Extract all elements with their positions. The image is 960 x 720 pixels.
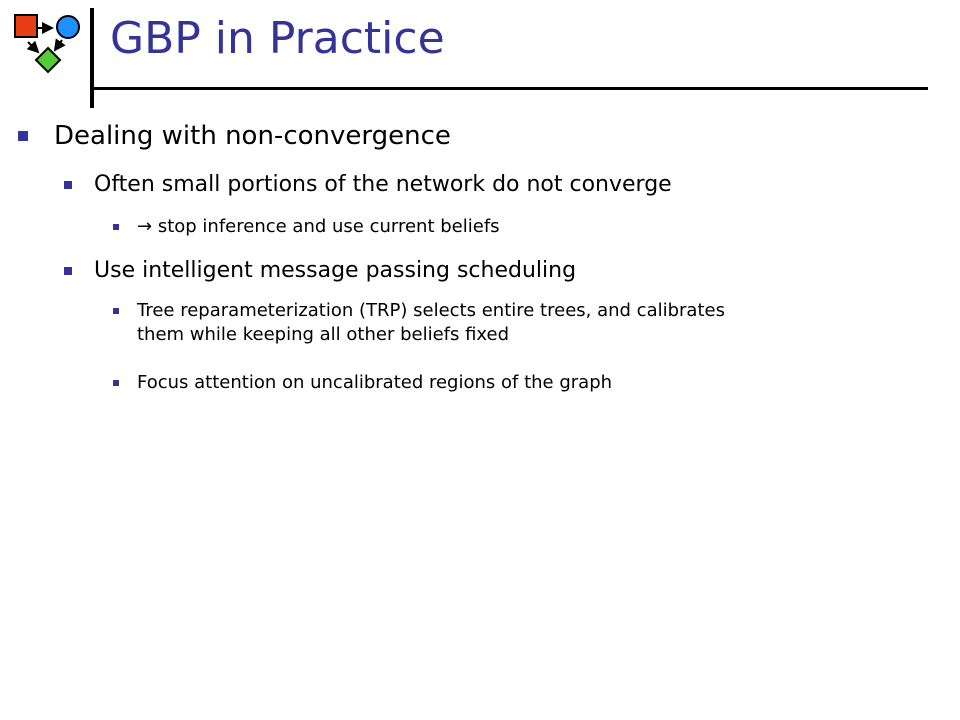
square-bullet-icon	[113, 308, 119, 314]
bullet-text: stop inference and use current beliefs	[157, 216, 500, 237]
bullet-text-line-2: them while keeping all other beliefs fixed	[137, 324, 510, 345]
square-bullet-icon	[113, 380, 119, 386]
bullet-tree-reparameterization	[137, 299, 725, 347]
bullet-dealing-with-non-convergence	[54, 120, 451, 152]
bullet-stop-inference	[137, 215, 500, 239]
square-bullet-icon	[113, 224, 119, 230]
bullet-text: Dealing with non-convergence	[54, 121, 451, 151]
bullet-small-portions	[94, 171, 672, 199]
square-bullet-icon	[18, 131, 28, 141]
bullet-text: Use intelligent message passing scheduling	[94, 258, 577, 283]
bullet-focus-attention	[137, 371, 612, 395]
bullet-text: Focus attention on uncalibrated regions of the graph	[137, 372, 613, 393]
right-arrow-icon: →	[137, 216, 153, 237]
square-bullet-icon	[64, 267, 72, 275]
slide-title: GBP in Practice	[110, 13, 445, 64]
square-bullet-icon	[64, 181, 72, 189]
bullet-message-scheduling	[94, 257, 576, 285]
bullet-text: Often small portions of the network do not converge	[94, 172, 672, 197]
bullet-text-line-1: Tree reparameterization (TRP) selects entire trees, and calibrates	[137, 300, 725, 321]
